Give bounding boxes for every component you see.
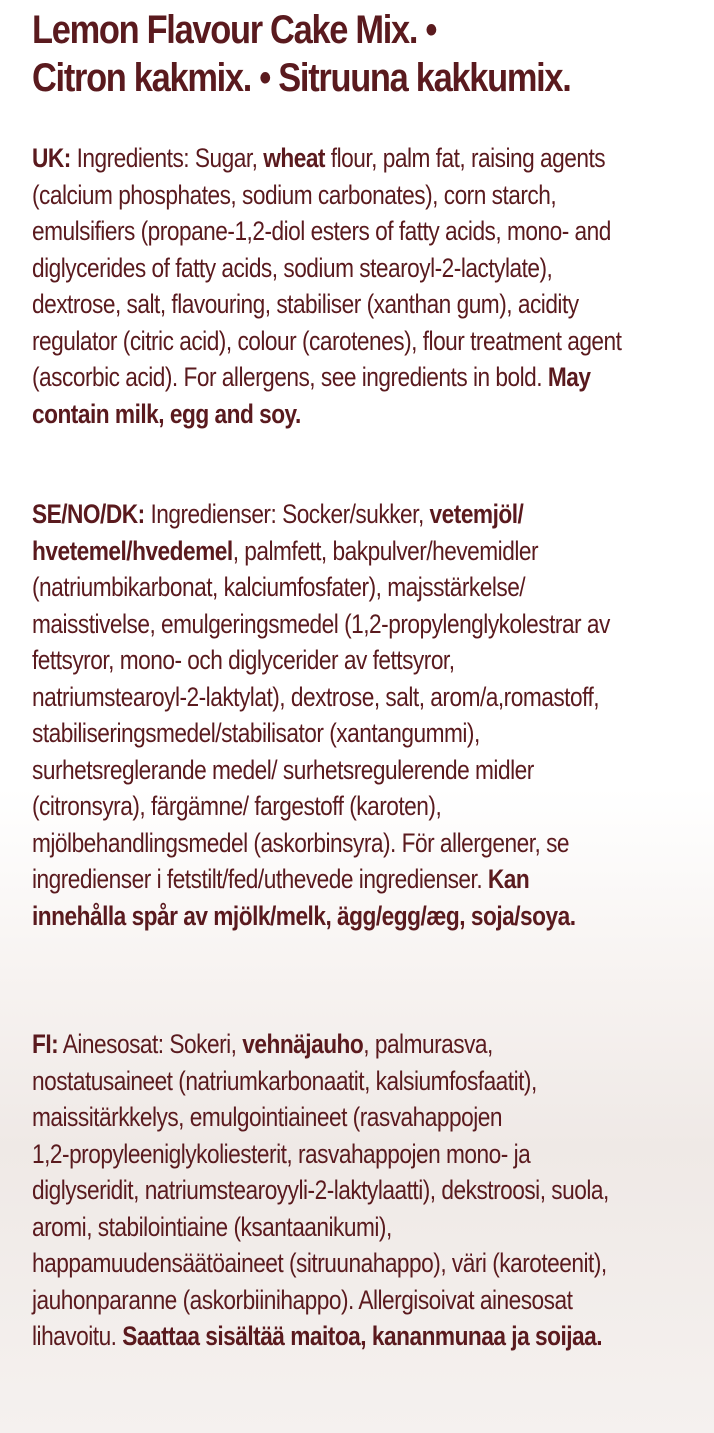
se-may-contain: Kan xyxy=(487,864,530,894)
fi-line-2: nostatusaineet (natriumkarbonaatit, kalsiumfosfaatit), xyxy=(32,1065,537,1096)
uk-may-contain: May xyxy=(547,362,591,392)
uk-line-1 xyxy=(32,140,704,177)
fi-ingredients-section xyxy=(32,1026,704,1355)
se-line-1 xyxy=(32,496,704,533)
uk-line-6: regulator (citric acid), colour (carotenes), flour treatment agent xyxy=(32,325,622,356)
ingredient-label xyxy=(32,0,704,1351)
se-allergen-wheat-2: hvetemel/hvedemel xyxy=(32,535,233,566)
se-language-label: SE/NO/DK: xyxy=(32,499,145,529)
fi-line-8: jauhonparanne (askorbiinihappo). Allergisoivat ainesosat xyxy=(32,1284,573,1315)
uk-allergen-wheat: wheat xyxy=(263,143,325,173)
uk-language-label: UK: xyxy=(32,143,71,173)
fi-line-4: 1,2-propyleeniglykoliesterit, rasvahappojen mono- ja xyxy=(32,1138,531,1169)
uk-line-3: emulsifiers (propane-1,2-diol esters of fatty acids, mono- and xyxy=(32,216,611,246)
se-line-3: (natriumbikarbonat, kalciumfosfater), majsstärkelse/ xyxy=(32,572,526,602)
title-line-1: Lemon Flavour Cake Mix. • xyxy=(32,8,437,52)
se-line-11 xyxy=(32,861,704,898)
fi-text: lihavoitu. xyxy=(32,1321,123,1351)
fi-line-6: aromi, stabilointiaine (ksantaanikumi), xyxy=(32,1211,392,1242)
uk-line-5: dextrose, salt, flavouring, stabiliser (xanthan gum), acidity xyxy=(32,289,579,319)
fi-line-9 xyxy=(32,1318,704,1355)
se-line-12: innehålla spår av mjölk/melk, ägg/egg/æg, soja/soya. xyxy=(32,900,576,931)
se-no-dk-ingredients-section xyxy=(32,496,704,934)
fi-language-label: FI: xyxy=(32,1029,59,1059)
se-line-4: maisstivelse, emulgeringsmedel (1,2-propylenglykolestrar av xyxy=(32,608,610,639)
product-title xyxy=(32,0,704,136)
fi-line-3: maissitärkkelys, emulgointiaineet (rasvahappojen xyxy=(32,1102,502,1132)
se-line-8: surhetsreglerande medel/ surhetsregulerende midler xyxy=(32,754,534,785)
se-line-10: mjölbehandlingsmedel (askorbinsyra). För allergener, se xyxy=(32,827,570,858)
uk-line-8: contain milk, egg and soy. xyxy=(32,398,301,429)
se-text: Ingredienser: Socker/sukker, xyxy=(144,499,430,529)
se-line-2 xyxy=(32,533,704,570)
se-line-6: natriumstearoyl-2-laktylat), dextrose, salt, arom/a,romastoff, xyxy=(32,681,600,712)
se-allergen-wheat: vetemjöl/ xyxy=(429,499,524,529)
se-line-7: stabiliseringsmedel/stabilisator (xantangummi), xyxy=(32,718,480,748)
fi-line-7: happamuudensäätöaineet (sitruunahappo), väri (karoteenit), xyxy=(32,1248,607,1278)
uk-text: Ingredients: Sugar, xyxy=(70,143,264,173)
fi-may-contain: Saattaa sisältää maitoa, kananmunaa ja soijaa. xyxy=(122,1321,603,1351)
fi-line-1 xyxy=(32,1026,704,1063)
uk-line-7 xyxy=(32,359,704,396)
fi-text: Ainesosat: Sokeri, xyxy=(58,1029,243,1059)
se-text: , palmfett, bakpulver/hevemidler xyxy=(232,535,539,566)
title-line-2: Citron kakmix. • Sitruuna kakkumix. xyxy=(32,56,571,100)
uk-text: (ascorbic acid). For allergens, see ingredients in bold. xyxy=(32,362,548,392)
uk-line-2: (calcium phosphates, sodium carbonates), corn starch, xyxy=(32,179,557,210)
fi-line-5: diglyseridit, natriumstearoyyli-2-laktylaatti), dekstroosi, suola, xyxy=(32,1175,609,1205)
se-line-9: (citronsyra), färgämne/ fargestoff (karoten), xyxy=(32,791,442,821)
uk-ingredients-section xyxy=(32,140,704,432)
se-text: ingredienser i fetstilt/fed/uthevede ingredienser. xyxy=(32,864,488,894)
uk-text: flour, palm fat, raising agents xyxy=(324,143,606,173)
uk-line-4: diglycerides of fatty acids, sodium stearoyl-2-lactylate), xyxy=(32,252,553,283)
fi-text: , palmurasva, xyxy=(363,1029,493,1059)
fi-allergen-wheat: vehnäjauho xyxy=(242,1029,364,1059)
se-line-5: fettsyror, mono- och diglycerider av fettsyror, xyxy=(32,645,455,675)
